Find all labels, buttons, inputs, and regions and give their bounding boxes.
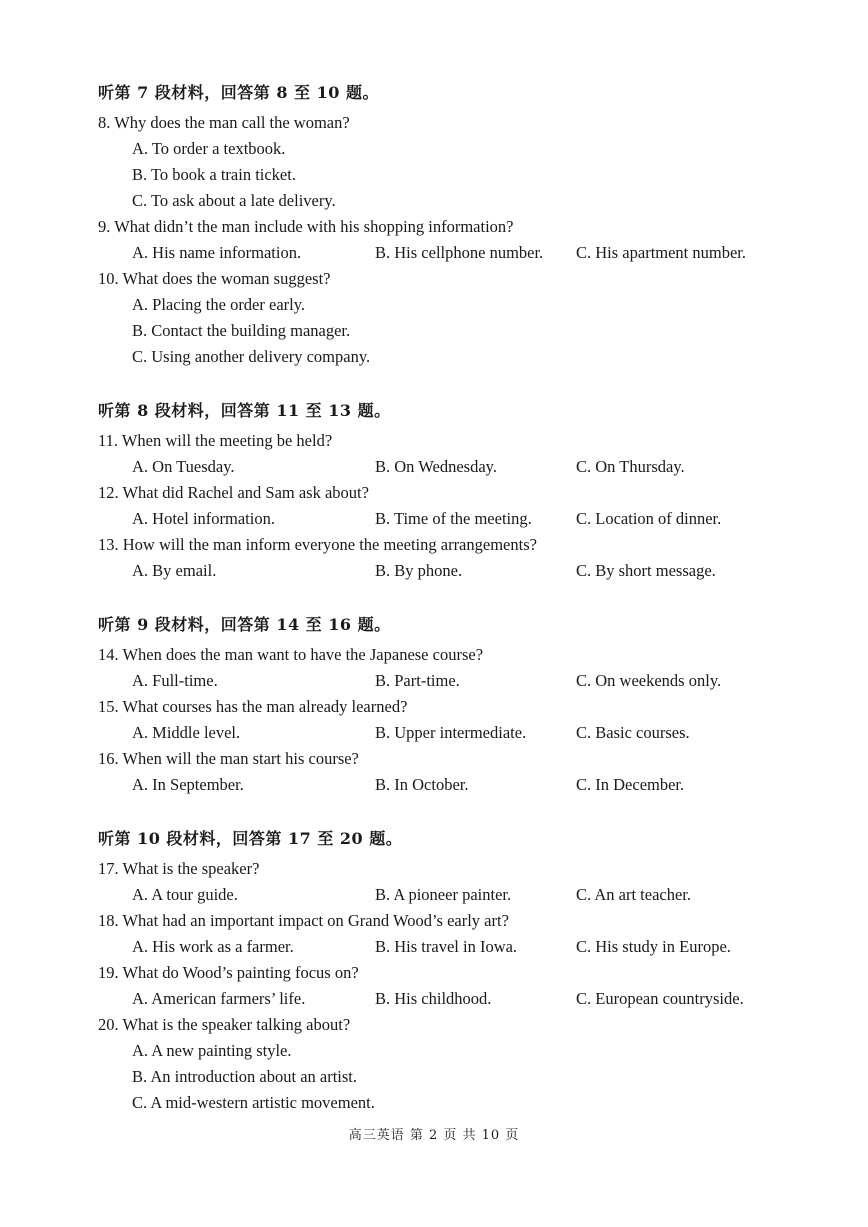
answer-option: A. Middle level. [132, 723, 241, 742]
answer-option: C. Basic courses. [576, 723, 690, 742]
answer-option: B. His childhood. [375, 989, 492, 1008]
answer-option: C. Location of dinner. [576, 509, 722, 528]
answer-option: C. To ask about a late delivery. [132, 191, 336, 210]
answer-options [98, 668, 788, 694]
question-text: 14. When does the man want to have the Japanese course? [98, 645, 484, 664]
exam-content [98, 80, 788, 1116]
answer-option: A. Hotel information. [132, 509, 275, 528]
answer-option: B. Time of the meeting. [375, 509, 532, 528]
answer-option: B. On Wednesday. [375, 457, 497, 476]
answer-options [98, 986, 788, 1012]
question-text: 12. What did Rachel and Sam ask about? [98, 483, 369, 502]
answer-options [98, 720, 788, 746]
answer-option: B. An introduction about an artist. [132, 1067, 358, 1086]
answer-option: B. His travel in Iowa. [375, 937, 518, 956]
answer-option: A. By email. [132, 561, 217, 580]
answer-options [98, 558, 788, 584]
answer-option: C. An art teacher. [576, 885, 692, 904]
page-footer: 高三英语 第 2 页 共 10 页 [348, 1128, 520, 1143]
answer-option: A. A new painting style. [132, 1041, 292, 1060]
answer-option: C. On weekends only. [576, 671, 722, 690]
answer-options [98, 454, 788, 480]
answer-option: C. A mid-western artistic movement. [132, 1093, 375, 1112]
answer-options [98, 934, 788, 960]
answer-options [98, 506, 788, 532]
answer-option: A. On Tuesday. [132, 457, 235, 476]
answer-option: A. Placing the order early. [132, 295, 306, 314]
question-text: 17. What is the speaker? [98, 859, 260, 878]
answer-option: A. To order a textbook. [132, 139, 286, 158]
section-title: 听第 10 段材料，回答第 17 至 20 题。 [98, 829, 403, 848]
section-title: 听第 7 段材料，回答第 8 至 10 题。 [98, 83, 379, 102]
question-text: 13. How will the man inform everyone the meeting arrangements? [98, 535, 537, 554]
answer-option: A. His work as a farmer. [132, 937, 294, 956]
listening-section [98, 612, 788, 798]
question-text: 11. When will the meeting be held? [98, 431, 333, 450]
answer-options [98, 292, 788, 370]
listening-section [98, 826, 788, 1116]
answer-option: C. His study in Europe. [576, 937, 731, 956]
section-title: 听第 9 段材料，回答第 14 至 16 题。 [98, 615, 391, 634]
answer-option: A. His name information. [132, 243, 302, 262]
answer-option: B. In October. [375, 775, 469, 794]
listening-section [98, 398, 788, 584]
answer-option: C. By short message. [576, 561, 716, 580]
answer-option: C. His apartment number. [576, 243, 747, 262]
question-text: 18. What had an important impact on Grand Wood’s early art? [98, 911, 509, 930]
answer-options [98, 772, 788, 798]
answer-option: B. To book a train ticket. [132, 165, 296, 184]
question-text: 15. What courses has the man already learned? [98, 697, 408, 716]
answer-option: A. American farmers’ life. [132, 989, 306, 1008]
answer-option: B. By phone. [375, 561, 463, 580]
question-text: 8. Why does the man call the woman? [98, 113, 350, 132]
answer-option: B. Part-time. [375, 671, 460, 690]
answer-option: C. Using another delivery company. [132, 347, 371, 366]
answer-options [98, 136, 788, 214]
question-text: 10. What does the woman suggest? [98, 269, 331, 288]
question-text: 9. What didn’t the man include with his shopping information? [98, 217, 514, 236]
question-text: 20. What is the speaker talking about? [98, 1015, 351, 1034]
answer-option: A. A tour guide. [132, 885, 238, 904]
question-text: 16. When will the man start his course? [98, 749, 359, 768]
answer-options [98, 882, 788, 908]
question-text: 19. What do Wood’s painting focus on? [98, 963, 359, 982]
answer-option: B. His cellphone number. [375, 243, 544, 262]
answer-option: C. On Thursday. [576, 457, 685, 476]
listening-section [98, 80, 788, 370]
answer-option: C. In December. [576, 775, 685, 794]
answer-option: B. Contact the building manager. [132, 321, 351, 340]
answer-option: C. European countryside. [576, 989, 744, 1008]
answer-option: B. Upper intermediate. [375, 723, 527, 742]
answer-option: B. A pioneer painter. [375, 885, 512, 904]
answer-options [98, 240, 788, 266]
section-title: 听第 8 段材料，回答第 11 至 13 题。 [98, 401, 391, 420]
answer-option: A. Full-time. [132, 671, 218, 690]
answer-options [98, 1038, 788, 1116]
answer-option: A. In September. [132, 775, 244, 794]
